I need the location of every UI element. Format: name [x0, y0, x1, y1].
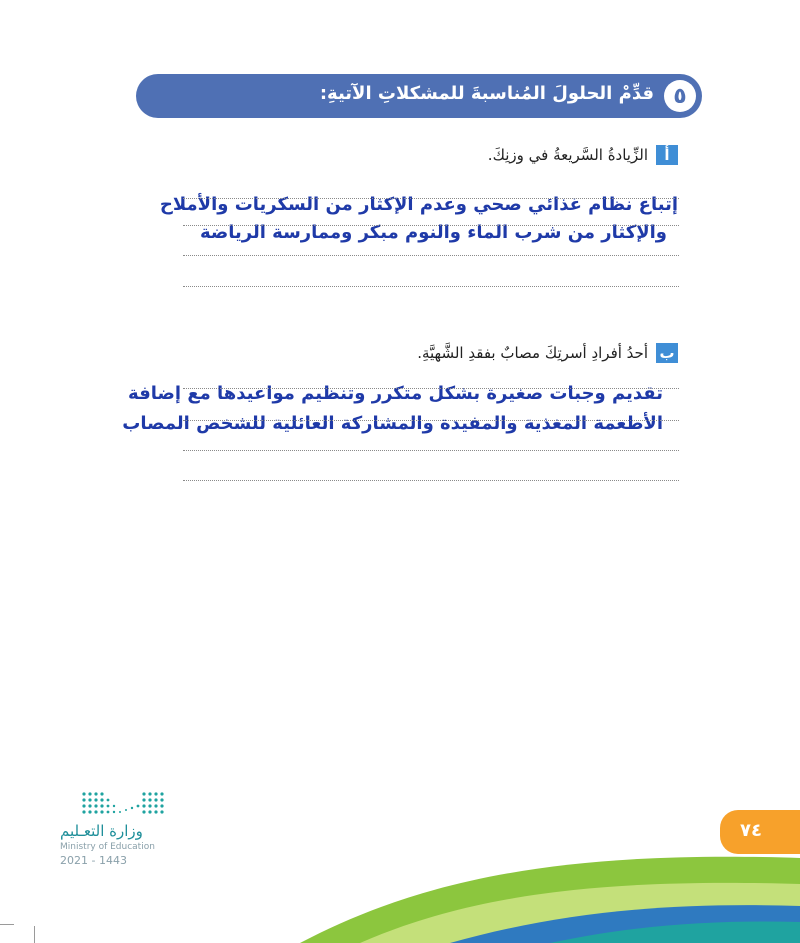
ministry-year: 2021 - 1443 [60, 854, 127, 867]
answer-b-line-2: الأطعمة المغذية والمفيدة والمشاركة العائلية للشخص المصاب [122, 413, 663, 434]
ministry-dots-icon [60, 788, 180, 820]
question-a-letter: أ [656, 145, 678, 165]
section-number: ٥ [664, 80, 696, 112]
answer-rule [183, 225, 679, 226]
ministry-logo [60, 788, 180, 878]
question-a-text: الزِّيادةُ السَّريعةُ في وزنِكَ. [487, 146, 648, 164]
answer-rule [183, 286, 679, 287]
answer-rule [183, 450, 679, 451]
section-title: قدِّمْ الحلولَ المُناسبةَ للمشكلاتِ الآتيةِ: [319, 83, 654, 104]
ministry-name-ar: وزارة التعـليم [60, 822, 143, 840]
answer-a-line-2: والإكثار من شرب الماء والنوم مبكر وممارسة الرياضة [199, 222, 667, 243]
question-b-text: أحدُ أفرادِ أسرتِكَ مصابٌ بفقدِ الشَّهيَّةِ. [417, 344, 648, 362]
answer-rule [183, 255, 679, 256]
crop-mark-bottom-left [34, 926, 35, 943]
answer-rule [183, 388, 679, 389]
answer-rule [183, 420, 679, 421]
question-b-letter: ب [656, 343, 678, 363]
page-number-tab [720, 810, 800, 854]
answer-b-line-1: تقديم وجبات صغيرة بشكل متكرر وتنظيم مواعيدها مع إضافة [128, 383, 663, 404]
answer-rule [183, 480, 679, 481]
answer-a-line-1: إتباع نظام غذائي صحي وعدم الإكثار من السكريات والأملاح [159, 194, 678, 215]
crop-mark-top-left [0, 924, 14, 925]
section-header-banner [136, 74, 702, 118]
ministry-name-en: Ministry of Education [60, 842, 155, 852]
page-number: ٧٤ [740, 820, 762, 841]
question-b [417, 343, 678, 363]
decorative-swoosh [300, 840, 800, 943]
question-a [488, 145, 678, 165]
answer-rule [183, 198, 679, 199]
